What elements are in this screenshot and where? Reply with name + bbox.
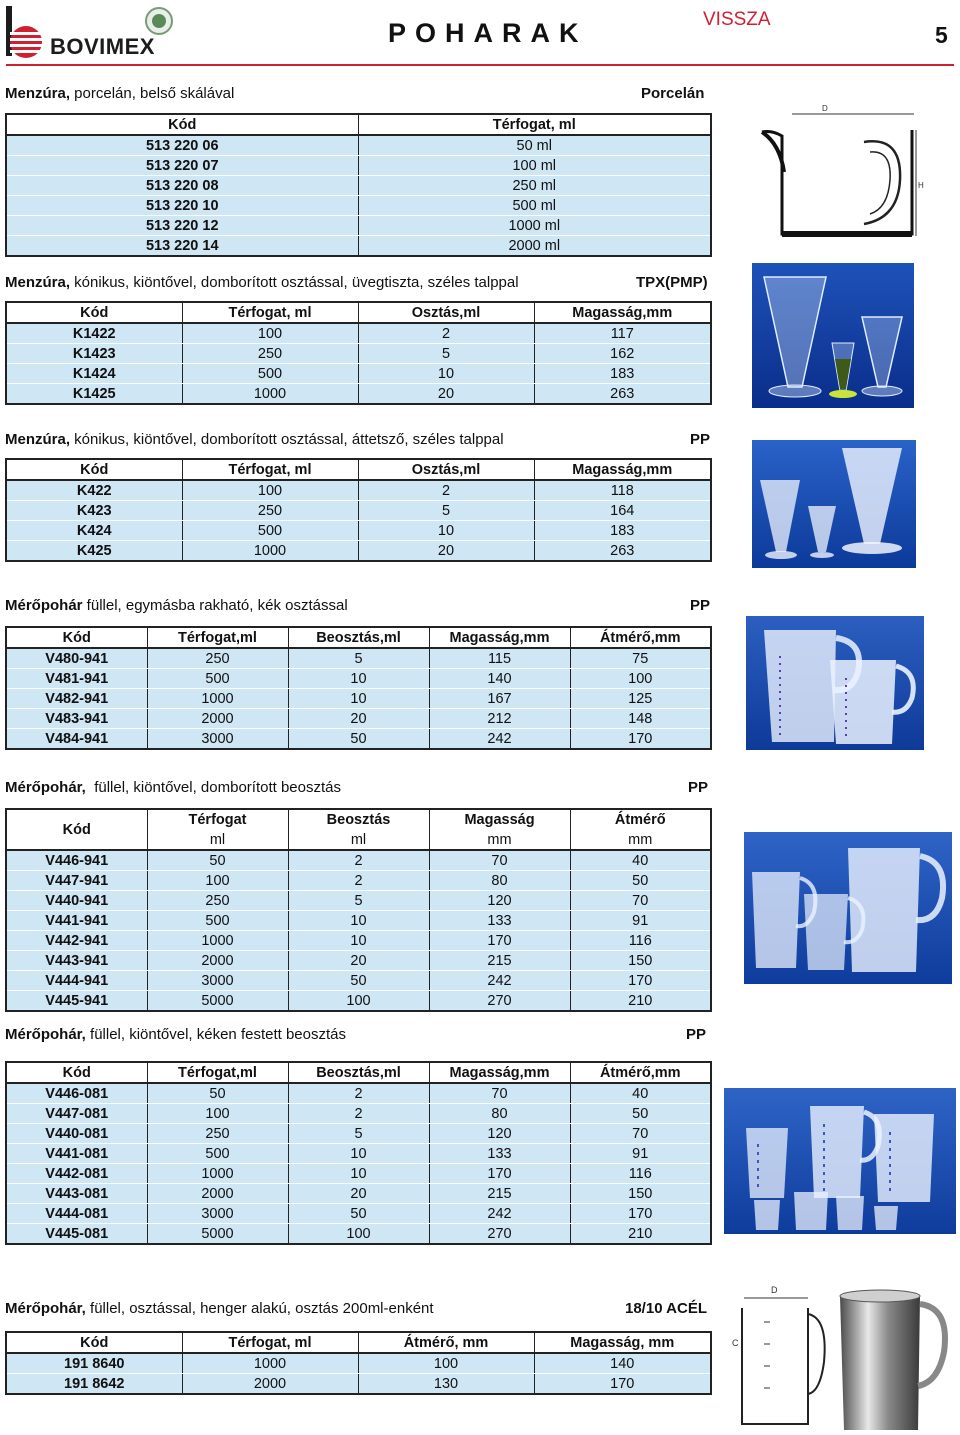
table-body <box>6 135 711 256</box>
table-row <box>6 931 711 951</box>
table-row <box>6 850 711 871</box>
value-cell: 2000 <box>147 1184 288 1204</box>
table-header-row <box>6 809 711 830</box>
back-link[interactable]: VISSZA <box>703 9 771 30</box>
table-row <box>6 871 711 891</box>
value-cell: 40 <box>570 850 711 871</box>
value-cell: 100 <box>147 871 288 891</box>
value-cell: 70 <box>570 1124 711 1144</box>
table-row <box>6 1144 711 1164</box>
table-row <box>6 951 711 971</box>
col-header: Térfogat <box>147 809 288 830</box>
value-cell: 150 <box>570 1184 711 1204</box>
value-cell: 170 <box>570 1204 711 1224</box>
value-cell: 1000 <box>182 1353 358 1374</box>
product-code-cell: V443-941 <box>6 951 147 971</box>
col-header: Osztás,ml <box>358 459 534 480</box>
value-cell: 5 <box>288 891 429 911</box>
value-cell: 80 <box>429 871 570 891</box>
value-cell: 164 <box>534 501 711 521</box>
section-7-table <box>5 1331 712 1395</box>
col-header: Magasság, mm <box>534 1332 711 1353</box>
value-cell: 500 <box>147 669 288 689</box>
value-cell: 170 <box>534 1374 711 1395</box>
value-cell: 2000 <box>147 709 288 729</box>
value-cell: 50 <box>570 1104 711 1124</box>
table-row <box>6 323 711 344</box>
section-5-table <box>5 808 712 1012</box>
value-cell: 250 <box>182 501 358 521</box>
product-code-cell: V442-081 <box>6 1164 147 1184</box>
table-row <box>6 176 711 196</box>
section-4-table <box>5 626 712 750</box>
value-cell: 263 <box>534 541 711 562</box>
value-cell: 263 <box>534 384 711 405</box>
product-code-cell: K1424 <box>6 364 182 384</box>
value-cell: 50 ml <box>358 135 711 156</box>
section-3-table <box>5 458 712 562</box>
product-code-cell: V447-941 <box>6 871 147 891</box>
col-header: Kód <box>6 114 358 135</box>
value-cell: 80 <box>429 1104 570 1124</box>
value-cell: 140 <box>429 669 570 689</box>
value-cell: 242 <box>429 1204 570 1224</box>
value-cell: 50 <box>147 1083 288 1104</box>
col-unit: ml <box>147 830 288 851</box>
product-code-cell: 513 220 12 <box>6 216 358 236</box>
table-row <box>6 501 711 521</box>
table-row <box>6 1184 711 1204</box>
product-code-cell: 513 220 07 <box>6 156 358 176</box>
section-4-title: Mérőpohár füllel, egymásba rakható, kék osztással <box>5 597 348 614</box>
value-cell: 3000 <box>147 1204 288 1224</box>
col-header: Térfogat,ml <box>147 627 288 648</box>
col-header: Kód <box>6 459 182 480</box>
value-cell: 116 <box>570 1164 711 1184</box>
value-cell: 500 <box>147 1144 288 1164</box>
col-header: Térfogat, ml <box>182 459 358 480</box>
value-cell: 2 <box>288 850 429 871</box>
product-code-cell: 513 220 08 <box>6 176 358 196</box>
col-header: Átmérő,mm <box>570 627 711 648</box>
section-3-material: PP <box>690 431 711 448</box>
product-code-cell: V446-941 <box>6 850 147 871</box>
section-7-title: Mérőpohár, füllel, osztással, henger alakú, osztás 200ml-enként <box>5 1300 434 1317</box>
value-cell: 3000 <box>147 729 288 750</box>
value-cell: 270 <box>429 991 570 1012</box>
value-cell: 1000 <box>182 541 358 562</box>
dimension-d-label: D <box>822 104 828 113</box>
value-cell: 133 <box>429 1144 570 1164</box>
value-cell: 133 <box>429 911 570 931</box>
value-cell: 10 <box>288 931 429 951</box>
value-cell: 183 <box>534 364 711 384</box>
value-cell: 10 <box>288 911 429 931</box>
product-code-cell: V442-941 <box>6 931 147 951</box>
value-cell: 2 <box>358 323 534 344</box>
value-cell: 242 <box>429 729 570 750</box>
section-2-material: TPX(PMP) <box>636 274 708 291</box>
value-cell: 2000 ml <box>358 236 711 257</box>
value-cell: 117 <box>534 323 711 344</box>
value-cell: 70 <box>570 891 711 911</box>
table-row <box>6 216 711 236</box>
value-cell: 100 <box>288 1224 429 1245</box>
col-header: Kód <box>6 1062 147 1083</box>
value-cell: 10 <box>288 1164 429 1184</box>
col-header: Kód <box>6 302 182 323</box>
value-cell: 10 <box>358 521 534 541</box>
value-cell: 215 <box>429 1184 570 1204</box>
table-row <box>6 196 711 216</box>
value-cell: 170 <box>570 971 711 991</box>
product-code-cell: 513 220 06 <box>6 135 358 156</box>
table-header-row <box>6 1062 711 1083</box>
col-unit: mm <box>429 830 570 851</box>
col-header: Magasság <box>429 809 570 830</box>
product-code-cell: V444-081 <box>6 1204 147 1224</box>
dimension-h-label: H <box>918 181 924 190</box>
value-cell: 170 <box>570 729 711 750</box>
table-row <box>6 729 711 750</box>
table-row <box>6 236 711 257</box>
col-header: Beosztás,ml <box>288 627 429 648</box>
value-cell: 1000 <box>147 931 288 951</box>
value-cell: 5 <box>358 344 534 364</box>
table-body <box>6 1083 711 1244</box>
table-row <box>6 1204 711 1224</box>
value-cell: 500 <box>182 521 358 541</box>
value-cell: 2000 <box>182 1374 358 1395</box>
value-cell: 500 <box>182 364 358 384</box>
table-row <box>6 689 711 709</box>
value-cell: 150 <box>570 951 711 971</box>
table-row <box>6 891 711 911</box>
product-code-cell: K422 <box>6 480 182 501</box>
value-cell: 215 <box>429 951 570 971</box>
table-body <box>6 480 711 561</box>
page-number: 5 <box>935 22 948 48</box>
table-row <box>6 135 711 156</box>
stackable-cups-photo <box>746 616 924 750</box>
table-row <box>6 971 711 991</box>
pp-jugs-photo <box>744 832 952 984</box>
table-row <box>6 344 711 364</box>
table-row <box>6 364 711 384</box>
product-code-cell: 191 8642 <box>6 1374 182 1395</box>
value-cell: 3000 <box>147 971 288 991</box>
product-code-cell: V441-941 <box>6 911 147 931</box>
section-2-title: Menzúra, kónikus, kiöntővel, domborított osztással, üvegtiszta, széles talppal <box>5 274 519 291</box>
value-cell: 40 <box>570 1083 711 1104</box>
product-code-cell: V441-081 <box>6 1144 147 1164</box>
value-cell: 500 ml <box>358 196 711 216</box>
product-code-cell: K423 <box>6 501 182 521</box>
table-body <box>6 648 711 749</box>
col-header: Térfogat, ml <box>358 114 711 135</box>
col-header: Magasság,mm <box>534 302 711 323</box>
value-cell: 120 <box>429 1124 570 1144</box>
value-cell: 1000 <box>182 384 358 405</box>
value-cell: 500 <box>147 911 288 931</box>
value-cell: 2 <box>288 871 429 891</box>
col-header: Térfogat, ml <box>182 302 358 323</box>
value-cell: 20 <box>288 951 429 971</box>
value-cell: 250 <box>147 1124 288 1144</box>
value-cell: 50 <box>147 850 288 871</box>
product-code-cell: V440-941 <box>6 891 147 911</box>
product-code-cell: V484-941 <box>6 729 147 750</box>
value-cell: 250 <box>182 344 358 364</box>
value-cell: 50 <box>288 1204 429 1224</box>
value-cell: 10 <box>358 364 534 384</box>
product-code-cell: V440-081 <box>6 1124 147 1144</box>
product-code-cell: 513 220 14 <box>6 236 358 257</box>
col-unit: mm <box>570 830 711 851</box>
value-cell: 250 <box>147 648 288 669</box>
col-header: Térfogat, ml <box>182 1332 358 1353</box>
col-header: Kód <box>6 627 147 648</box>
steel-dimension-c-label: C <box>732 1338 739 1348</box>
col-header: Magasság,mm <box>534 459 711 480</box>
value-cell: 170 <box>429 1164 570 1184</box>
col-header: Kód <box>6 809 147 850</box>
section-1-material: Porcelán <box>641 85 705 102</box>
value-cell: 50 <box>570 871 711 891</box>
table-header-row <box>6 459 711 480</box>
value-cell: 100 <box>147 1104 288 1124</box>
table-row <box>6 911 711 931</box>
table-header-row <box>6 627 711 648</box>
bovimex-logo <box>6 6 171 62</box>
value-cell: 100 <box>288 991 429 1012</box>
table-header-row <box>6 114 711 135</box>
table-row <box>6 384 711 405</box>
table-row <box>6 709 711 729</box>
product-code-cell: V447-081 <box>6 1104 147 1124</box>
value-cell: 91 <box>570 1144 711 1164</box>
table-row <box>6 1104 711 1124</box>
product-code-cell: V480-941 <box>6 648 147 669</box>
value-cell: 1000 <box>147 1164 288 1184</box>
value-cell: 10 <box>288 669 429 689</box>
value-cell: 5 <box>288 1124 429 1144</box>
porcelain-beaker-drawing <box>752 100 927 248</box>
value-cell: 20 <box>288 709 429 729</box>
table-row <box>6 1374 711 1395</box>
value-cell: 210 <box>570 1224 711 1245</box>
value-cell: 10 <box>288 1144 429 1164</box>
value-cell: 115 <box>429 648 570 669</box>
value-cell: 91 <box>570 911 711 931</box>
product-code-cell: V445-941 <box>6 991 147 1012</box>
value-cell: 162 <box>534 344 711 364</box>
col-header: Térfogat,ml <box>147 1062 288 1083</box>
value-cell: 140 <box>534 1353 711 1374</box>
product-code-cell: V444-941 <box>6 971 147 991</box>
value-cell: 120 <box>429 891 570 911</box>
certification-seal-icon <box>144 6 174 36</box>
value-cell: 2000 <box>147 951 288 971</box>
product-code-cell: K1425 <box>6 384 182 405</box>
value-cell: 167 <box>429 689 570 709</box>
tpx-conical-photo <box>752 263 914 408</box>
table-body <box>6 1353 711 1394</box>
value-cell: 148 <box>570 709 711 729</box>
table-header-row <box>6 1332 711 1353</box>
table-row <box>6 521 711 541</box>
value-cell: 2 <box>288 1083 429 1104</box>
section-6-material: PP <box>686 1026 707 1043</box>
section-4-material: PP <box>690 597 711 614</box>
value-cell: 5000 <box>147 1224 288 1245</box>
product-code-cell: 513 220 10 <box>6 196 358 216</box>
col-header: Osztás,ml <box>358 302 534 323</box>
section-5-title: Mérőpohár, füllel, kiöntővel, domborított beosztás <box>5 779 341 796</box>
value-cell: 100 ml <box>358 156 711 176</box>
value-cell: 100 <box>182 480 358 501</box>
col-header: Magasság,mm <box>429 1062 570 1083</box>
value-cell: 70 <box>429 1083 570 1104</box>
header-divider <box>6 64 954 66</box>
product-code-cell: 191 8640 <box>6 1353 182 1374</box>
value-cell: 50 <box>288 971 429 991</box>
value-cell: 210 <box>570 991 711 1012</box>
table-row <box>6 669 711 689</box>
steel-dimension-d-label: D <box>771 1285 778 1295</box>
col-header: Átmérő, mm <box>358 1332 534 1353</box>
value-cell: 75 <box>570 648 711 669</box>
product-code-cell: K1422 <box>6 323 182 344</box>
pp-conical-photo <box>752 440 916 568</box>
col-header: Beosztás,ml <box>288 1062 429 1083</box>
section-2-table <box>5 301 712 405</box>
col-header: Átmérő <box>570 809 711 830</box>
product-code-cell: V445-081 <box>6 1224 147 1245</box>
value-cell: 2 <box>358 480 534 501</box>
value-cell: 2 <box>288 1104 429 1124</box>
product-code-cell: V481-941 <box>6 669 147 689</box>
pp-printed-jugs-photo <box>724 1088 956 1234</box>
value-cell: 212 <box>429 709 570 729</box>
value-cell: 183 <box>534 521 711 541</box>
table-body <box>6 323 711 404</box>
value-cell: 10 <box>288 689 429 709</box>
product-code-cell: V443-081 <box>6 1184 147 1204</box>
value-cell: 70 <box>429 850 570 871</box>
section-6-table <box>5 1061 712 1245</box>
section-7-material: 18/10 ACÉL <box>625 1300 707 1317</box>
value-cell: 1000 ml <box>358 216 711 236</box>
section-6-title: Mérőpohár, füllel, kiöntővel, kéken festett beosztás <box>5 1026 347 1043</box>
col-unit: ml <box>288 830 429 851</box>
product-code-cell: K425 <box>6 541 182 562</box>
table-row <box>6 1353 711 1374</box>
value-cell: 242 <box>429 971 570 991</box>
value-cell: 250 ml <box>358 176 711 196</box>
table-row <box>6 156 711 176</box>
section-5-material: PP <box>688 779 709 796</box>
section-1-table <box>5 113 712 257</box>
product-code-cell: V483-941 <box>6 709 147 729</box>
table-body <box>6 850 711 1011</box>
table-row <box>6 648 711 669</box>
section-3-title: Menzúra, kónikus, kiöntővel, domborított osztással, áttetsző, széles talppal <box>5 431 504 448</box>
product-code-cell: V446-081 <box>6 1083 147 1104</box>
value-cell: 250 <box>147 891 288 911</box>
value-cell: 5 <box>358 501 534 521</box>
product-code-cell: K1423 <box>6 344 182 364</box>
value-cell: 116 <box>570 931 711 951</box>
table-row <box>6 541 711 562</box>
brand-name: BOVIMEX <box>50 34 155 59</box>
col-header: Beosztás <box>288 809 429 830</box>
value-cell: 125 <box>570 689 711 709</box>
value-cell: 50 <box>288 729 429 750</box>
page-title: POHARAK <box>388 18 588 48</box>
product-code-cell: V482-941 <box>6 689 147 709</box>
value-cell: 20 <box>288 1184 429 1204</box>
table-row <box>6 1083 711 1104</box>
col-header: Kód <box>6 1332 182 1353</box>
value-cell: 20 <box>358 541 534 562</box>
table-row <box>6 1164 711 1184</box>
value-cell: 130 <box>358 1374 534 1395</box>
value-cell: 5 <box>288 648 429 669</box>
value-cell: 170 <box>429 931 570 951</box>
table-row <box>6 480 711 501</box>
col-header: Magasság,mm <box>429 627 570 648</box>
steel-beaker-illustration <box>724 1282 956 1432</box>
table-header-row <box>6 302 711 323</box>
section-1-title: Menzúra, porcelán, belső skálával <box>5 85 235 102</box>
col-header: Átmérő,mm <box>570 1062 711 1083</box>
product-code-cell: K424 <box>6 521 182 541</box>
table-row <box>6 991 711 1012</box>
value-cell: 20 <box>358 384 534 405</box>
value-cell: 270 <box>429 1224 570 1245</box>
value-cell: 118 <box>534 480 711 501</box>
table-row <box>6 1224 711 1245</box>
table-row <box>6 1124 711 1144</box>
value-cell: 100 <box>182 323 358 344</box>
value-cell: 1000 <box>147 689 288 709</box>
value-cell: 100 <box>358 1353 534 1374</box>
value-cell: 100 <box>570 669 711 689</box>
value-cell: 5000 <box>147 991 288 1012</box>
